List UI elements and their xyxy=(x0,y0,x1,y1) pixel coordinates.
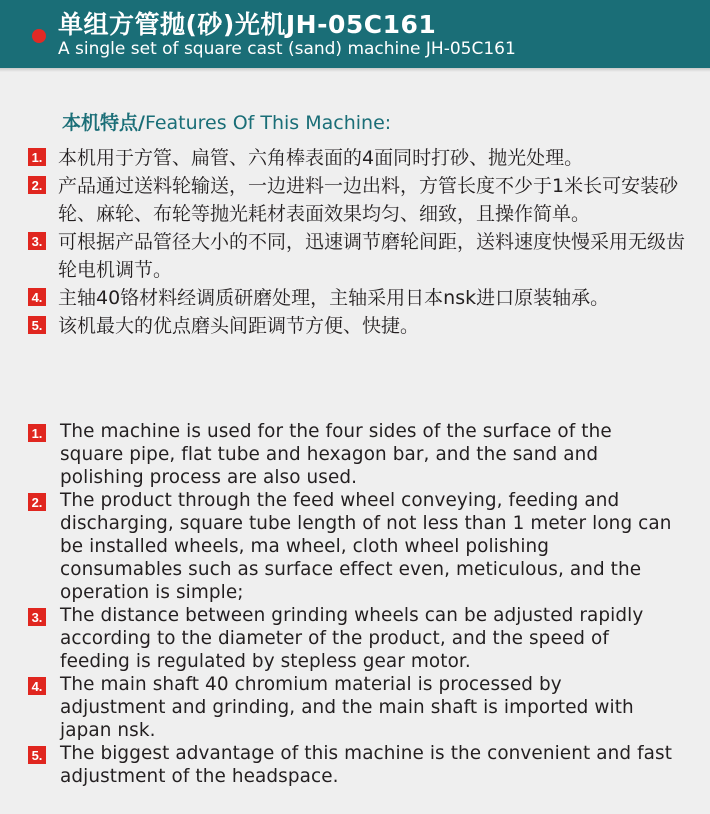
list-item-text: The product through the feed wheel conveying, feeding and discharging, square tube length of not less than 1 meter long can be installed wheels, ma wheel, cloth wheel polishing consumables such as surface effect even, meticulous, and the operation is simple; xyxy=(60,490,672,603)
list-item-text: 主轴40铬材料经调质研磨处理，主轴采用日本nsk进口原装轴承。 xyxy=(58,287,610,309)
list-item-text: 本机用于方管、扁管、六角棒表面的4面同时打砂、抛光处理。 xyxy=(58,147,584,169)
list-item xyxy=(28,144,688,172)
section-title-en: Features Of This Machine: xyxy=(144,112,392,134)
number-badge: 4. xyxy=(28,677,46,695)
number-badge: 1. xyxy=(28,148,46,166)
list-item-text: The main shaft 40 chromium material is processed by adjustment and grinding, and the main shaft is imported with japan nsk. xyxy=(60,674,634,741)
red-dot-icon xyxy=(32,29,46,43)
list-item-text: The distance between grinding wheels can be adjusted rapidly according to the diameter of the product, and the speed of feeding is regulated by stepless gear motor. xyxy=(60,605,644,672)
list-item xyxy=(28,604,688,673)
list-item-text: 产品通过送料轮输送，一边进料一边出料，方管长度不少于1米长可安装砂轮、麻轮、布轮等抛光耗材表面效果均匀、细致，且操作简单。 xyxy=(58,175,679,225)
list-item-text: 该机最大的优点磨头间距调节方便、快捷。 xyxy=(58,315,420,337)
number-badge: 5. xyxy=(28,316,46,334)
list-item xyxy=(28,673,688,742)
list-item-text: The biggest advantage of this machine is the convenient and fast adjustment of the headspace. xyxy=(60,743,673,787)
number-badge: 2. xyxy=(28,493,46,511)
section-title xyxy=(62,108,391,135)
number-badge: 5. xyxy=(28,746,46,764)
number-badge: 2. xyxy=(28,176,46,194)
number-badge: 3. xyxy=(28,608,46,626)
features-list-cn xyxy=(28,144,688,340)
page-title-cn: 单组方管抛(砂)光机JH-05C161 xyxy=(58,10,437,39)
features-list-en xyxy=(28,420,688,788)
list-item xyxy=(28,228,688,284)
number-badge: 1. xyxy=(28,424,46,442)
number-badge: 4. xyxy=(28,288,46,306)
list-item-text: 可根据产品管径大小的不同，迅速调节磨轮间距，送料速度快慢采用无级齿轮电机调节。 xyxy=(58,231,686,281)
list-item xyxy=(28,312,688,340)
list-item xyxy=(28,742,688,788)
list-item-text: The machine is used for the four sides of the surface of the square pipe, flat tube and hexagon bar, and the sand and polishing process are also used. xyxy=(60,421,612,488)
page-title-en: A single set of square cast (sand) machine JH-05C161 xyxy=(58,39,516,59)
list-item xyxy=(28,489,688,604)
list-item xyxy=(28,284,688,312)
header-divider xyxy=(0,68,710,72)
list-item xyxy=(28,420,688,489)
number-badge: 3. xyxy=(28,232,46,250)
section-title-cn: 本机特点/ xyxy=(62,112,145,134)
list-item xyxy=(28,172,688,228)
header-banner xyxy=(0,0,710,68)
